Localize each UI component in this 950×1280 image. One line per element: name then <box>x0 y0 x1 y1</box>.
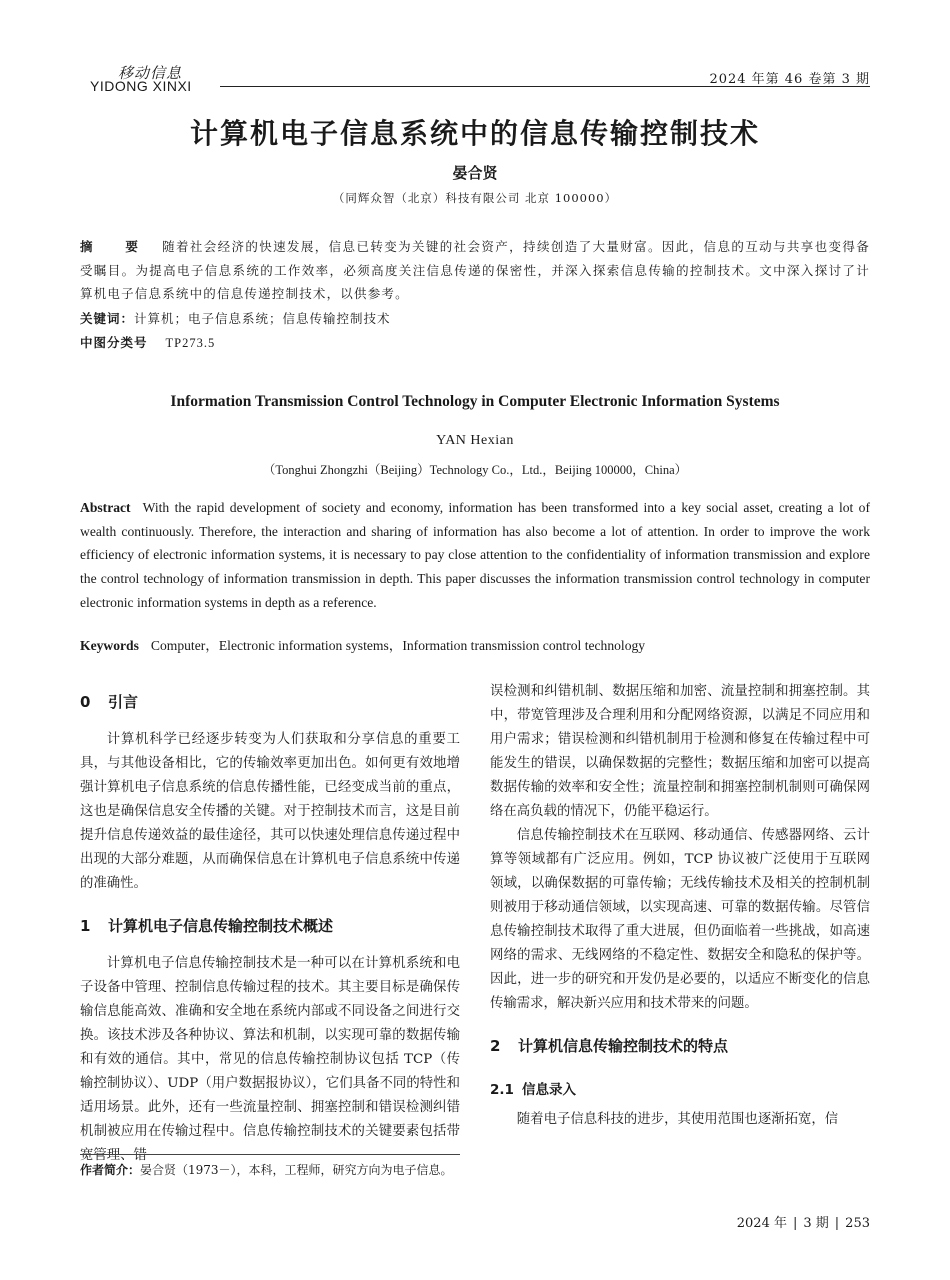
running-header <box>80 60 870 96</box>
affiliation-cn: （同辉众智（北京）科技有限公司 北京 100000） <box>332 191 618 205</box>
footnote-text: 晏合贤（1973－），本科，工程师，研究方向为电子信息。 <box>140 1163 453 1177</box>
section-1-heading <box>80 904 460 948</box>
footer-separator: | <box>834 1216 840 1231</box>
keywords-cn-text: 计算机；电子信息系统；信息传输控制技术 <box>134 311 391 326</box>
footnote-rule <box>80 1154 460 1155</box>
page-footer <box>737 1212 870 1231</box>
section-1-paragraph-2: 信息传输控制技术在互联网、移动通信、传感器网络、云计算等领域都有广泛应用。例如，TCP 协议被广泛使用于互联网领域，以确保数据的可靠传输；无线传输技术及相关的控制机制则被用于移动通信领域，以实现高速、可靠的数据传输。尽管信息传输控制技术取得了重大进展，但仍面临着一些挑战，如高速网络的需求、无线网络的不稳定性、数据安全和隐私的保护等。因此，进一步的研究和开发仍是必要的，以适应不断变化的信息传输需求，解决新兴应用和技术带来的问题。 <box>490 828 870 1011</box>
clc-label: 中图分类号 <box>80 335 148 350</box>
keywords-en-label: Keywords <box>80 638 139 653</box>
abstract-cn-text: 随着社会经济的快速发展，信息已转变为关键的社会资产，持续创造了大量财富。因此，信息的互动与共享也变得备受瞩目。为提高电子信息系统的工作效率，必须高度关注信息传递的保密性，并深入探索信息传输的控制技术。文中深入探讨了计算机电子信息系统中的信息传递控制技术，以供参考。 <box>80 239 870 301</box>
keywords-en <box>80 634 870 658</box>
affiliation-en: （Tonghui Zhongzhi（Beijing）Technology Co.，Ltd.，Beijing 100000，China） <box>262 463 688 477</box>
body-column-right <box>490 680 870 1132</box>
abstract-cn-label: 摘 要 <box>80 239 149 254</box>
section-1-paragraph-1-continued: 误检测和纠错机制、数据压缩和加密、流量控制和拥塞控制。其中，带宽管理涉及合理利用和分配网络资源，以满足不同应用和用户需求；错误检测和纠错机制用于检测和修复在传输过程中可能发生的错误，以确保数据的完整性；数据压缩和加密可以提高数据传输的效率和安全性；流量控制和拥塞控制机制则可确保网络在高负载的情况下，仍能平稳运行。 <box>490 684 870 819</box>
abstract-en-label: Abstract <box>80 500 131 515</box>
journal-name-en: YIDONG XINXI <box>90 78 192 94</box>
section-0-title: 引言 <box>108 693 139 711</box>
page-number: 253 <box>845 1216 870 1231</box>
section-2-1-number: 2.1 <box>490 1082 514 1098</box>
section-2-number: 2 <box>490 1037 501 1055</box>
section-2-1-heading <box>490 1072 870 1108</box>
section-1-title: 计算机电子信息传输控制技术概述 <box>108 917 334 935</box>
footer-issue: 3 期 <box>803 1216 829 1231</box>
footer-separator: | <box>792 1216 798 1231</box>
section-0-paragraph: 计算机科学已经逐步转变为人们获取和分享信息的重要工具，与其他设备相比，它的传输效率更加出色。如何更有效地增强计算机电子信息系统的信息传播性能，已经变成当前的重点，这也是确保信息安全传播的关键。对于控制技术而言，这是目前提升信息传递效益的最佳途径，其可以快速处理信息传递过程中出现的大部分难题，从而确保信息在计算机电子信息系统中传递的准确性。 <box>80 732 460 891</box>
section-2-heading <box>490 1024 870 1068</box>
paper-title-en: Information Transmission Control Technology in Computer Electronic Information Systems <box>170 393 780 410</box>
keywords-cn <box>80 307 870 331</box>
abstract-cn <box>80 235 870 306</box>
author-en: YAN Hexian <box>436 433 514 448</box>
author-bio-footnote <box>80 1160 480 1180</box>
journal-name-cn: 移动信息 <box>118 64 183 82</box>
section-2-1-paragraph: 随着电子信息科技的进步，其使用范围也逐渐拓宽，信 <box>516 1112 839 1127</box>
footnote-label: 作者简介： <box>80 1163 141 1177</box>
section-1-paragraph-1: 计算机电子信息传输控制技术是一种可以在计算机系统和电子设备中管理、控制信息传输过程的技术。其主要目标是确保传输信息能高效、准确和安全地在系统内部或不同设备之间进行交换。该技术涉及各种协议、算法和机制，以实现可靠的数据传输和有效的通信。其中，常见的信息传输控制协议包括 TCP（传输控制协议）、UDP（用户数据报协议），它们具备不同的特性和适用场景。此外，还有一些流量控制、拥塞控制和错误检测纠错机制被应用在传输过程中。信息传输控制技术的关键要素包括带宽管理、错 <box>80 956 460 1163</box>
section-2-title: 计算机信息传输控制技术的特点 <box>518 1037 729 1055</box>
clc-number <box>80 331 870 356</box>
section-0-number: 0 <box>80 693 91 711</box>
section-1-number: 1 <box>80 917 91 935</box>
clc-value: TP273.5 <box>165 336 216 350</box>
keywords-en-text: Computer，Electronic information systems，Information transmission control technology <box>150 638 646 653</box>
paper-title-cn: 计算机电子信息系统中的信息传输控制技术 <box>189 117 760 150</box>
abstract-en <box>80 496 870 615</box>
section-2-1-title: 信息录入 <box>522 1082 576 1098</box>
footer-year: 2024 年 <box>736 1216 787 1231</box>
body-column-left <box>80 680 460 1168</box>
author-cn: 晏合贤 <box>452 164 498 182</box>
issue-info: 2024 年第 46 卷第 3 期 <box>709 72 870 87</box>
section-0-heading <box>80 680 460 724</box>
keywords-cn-label: 关键词： <box>80 311 135 326</box>
abstract-en-text: With the rapid development of society and economy, information has been transformed into a key social asset, creating a lot of wealth continuously. Therefore, the interaction and sharing of information has also become a lot of attention. In order to improve the work efficiency of electronic information systems, it is necessary to pay close attention to the confidentiality of information transmission and explore the control technology of information transmission in depth. This paper discusses the information transmission control technology in computer electronic information systems in depth as a reference. <box>80 500 870 610</box>
